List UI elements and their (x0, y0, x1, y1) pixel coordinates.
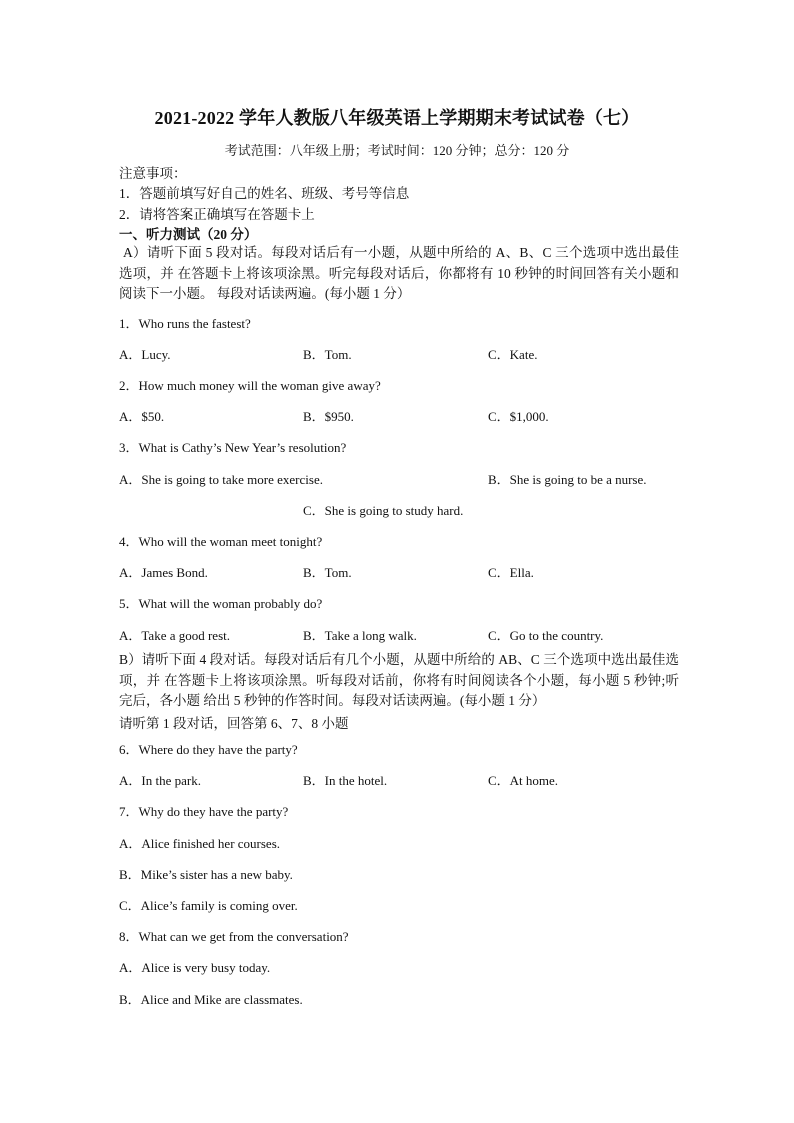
option-c: C．Go to the country. (488, 628, 604, 643)
option-c: C．$1,000. (488, 409, 549, 424)
question-stem: 1．Who runs the fastest? (119, 316, 251, 331)
option-b: B．Tom. (303, 565, 352, 580)
exam-info: 考试范围：八年级上册；考试时间：120 分钟；总分：120 分 (224, 143, 570, 158)
option-a: A．In the park. (119, 773, 201, 788)
dialog-note: 请听第 1 段对话，回答第 6、7、8 小题 (119, 716, 349, 731)
option-c: C．Alice’s family is coming over. (119, 898, 298, 913)
option-a: A．Alice is very busy today. (119, 960, 271, 975)
page-title: 2021-2022 学年人教版八年级英语上学期期末考试试卷（七） (154, 108, 640, 128)
option-b: B．Mike’s sister has a new baby. (119, 867, 293, 882)
option-b: B．Tom. (303, 347, 352, 362)
question-stem: 2．How much money will the woman give away? (119, 378, 381, 393)
notice-item: 2．请将答案正确填写在答题卡上 (119, 207, 315, 222)
option-b: B．She is going to be a nurse. (488, 472, 647, 487)
question-stem: 3．What is Cathy’s New Year’s resolution? (119, 440, 347, 455)
option-b: B．Alice and Mike are classmates. (119, 992, 303, 1007)
option-a: A．Take a good rest. (119, 628, 231, 643)
option-b: B．Take a long walk. (303, 628, 417, 643)
part-a-instructions: A）请听下面 5 段对话。每段对话后有一小题，从题中所给的 A、B、C 三个选项中选出最佳选项，并 在答题卡上将该项涂黑。听完每段对话后，你都将有 10 秒钟的时间回答有关小题和阅读下一小题。 每段对话读两遍。(每小题 1 分） (119, 245, 679, 301)
part-b-instructions: B）请听下面 4 段对话。每段对话后有几个小题，从题中所给的 AB、C 三个选项中选出最佳选项，并 在答题卡上将该项涂黑。听每段对话前，你将有时间阅读各个小题，每小题 5 秒钟;听完后，各小题 给出 5 秒钟的作答时间。每段对话读两遍。(每小题 1 分） (119, 652, 679, 708)
question-stem: 8．What can we get from the conversation? (119, 929, 349, 944)
option-a: A．She is going to take more exercise. (119, 472, 323, 487)
option-c: C．Kate. (488, 347, 538, 362)
question-stem: 6．Where do they have the party? (119, 742, 298, 757)
notice-item: 1．答题前填写好自己的姓名、班级、考号等信息 (119, 186, 410, 201)
option-a: A．$50. (119, 409, 165, 424)
option-b: B．$950. (303, 409, 354, 424)
section-heading: 一、听力测试（20 分） (119, 227, 258, 242)
option-c: C．At home. (488, 773, 559, 788)
question-stem: 7．Why do they have the party? (119, 804, 289, 819)
notice-heading: 注意事项： (119, 166, 187, 181)
question-stem: 4．Who will the woman meet tonight? (119, 534, 323, 549)
option-b: B．In the hotel. (303, 773, 388, 788)
option-c: C．She is going to study hard. (303, 503, 464, 518)
question-stem: 5．What will the woman probably do? (119, 596, 323, 611)
option-a: A．Alice finished her courses. (119, 836, 281, 851)
option-a: A．James Bond. (119, 565, 208, 580)
option-c: C．Ella. (488, 565, 534, 580)
option-a: A．Lucy. (119, 347, 171, 362)
